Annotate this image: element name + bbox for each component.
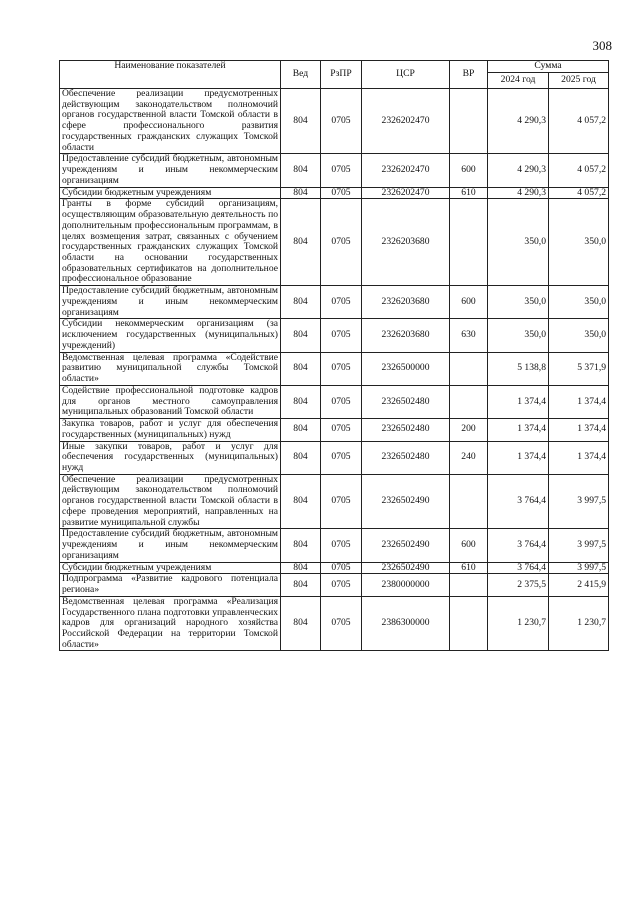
table-row xyxy=(60,474,609,529)
table-row xyxy=(60,562,609,574)
row-amount-2025: 4 057,2 xyxy=(549,89,609,154)
table-header xyxy=(60,61,609,89)
row-vr xyxy=(450,199,488,286)
row-ved: 804 xyxy=(281,474,321,529)
row-vr xyxy=(450,596,488,651)
row-ved: 804 xyxy=(281,529,321,562)
row-amount-2025: 2 415,9 xyxy=(549,574,609,596)
table-row xyxy=(60,154,609,187)
row-amount-2024: 350,0 xyxy=(488,199,549,286)
header-vr: ВР xyxy=(450,61,488,89)
row-vr xyxy=(450,574,488,596)
row-name: Гранты в форме субсидий организациям, осуществляющим образовательную деятельность по дополнительным профессиональным программам, в целях возмещения затрат, связанных с обучением государственных гражданских служащих Томской области на основании государственных образовательных сертификатов на дополнительное профессиональное образование xyxy=(60,199,281,286)
table-row xyxy=(60,199,609,286)
row-amount-2024: 1 230,7 xyxy=(488,596,549,651)
header-name: Наименование показателей xyxy=(60,61,281,89)
row-name: Предоставление субсидий бюджетным, автономным учреждениям и иным некоммерческим организациям xyxy=(60,286,281,319)
row-rzpr: 0705 xyxy=(321,474,362,529)
row-name: Субсидии бюджетным учреждениям xyxy=(60,187,281,199)
table-row xyxy=(60,385,609,418)
row-amount-2024: 5 138,8 xyxy=(488,352,549,385)
row-vr: 630 xyxy=(450,319,488,352)
row-rzpr: 0705 xyxy=(321,441,362,474)
row-ved: 804 xyxy=(281,187,321,199)
row-ved: 804 xyxy=(281,319,321,352)
row-amount-2025: 5 371,9 xyxy=(549,352,609,385)
row-rzpr: 0705 xyxy=(321,419,362,441)
row-amount-2024: 4 290,3 xyxy=(488,154,549,187)
row-ved: 804 xyxy=(281,562,321,574)
row-name: Предоставление субсидий бюджетным, автономным учреждениям и иным некоммерческим организациям xyxy=(60,154,281,187)
row-rzpr: 0705 xyxy=(321,286,362,319)
row-rzpr: 0705 xyxy=(321,529,362,562)
table-row xyxy=(60,187,609,199)
row-ved: 804 xyxy=(281,286,321,319)
row-rzpr: 0705 xyxy=(321,187,362,199)
table-row xyxy=(60,596,609,651)
row-csr: 2326202470 xyxy=(362,89,450,154)
row-rzpr: 0705 xyxy=(321,385,362,418)
table-row xyxy=(60,574,609,596)
row-csr: 2326203680 xyxy=(362,286,450,319)
row-csr: 2326502490 xyxy=(362,529,450,562)
row-rzpr: 0705 xyxy=(321,562,362,574)
row-vr: 600 xyxy=(450,154,488,187)
row-vr xyxy=(450,474,488,529)
row-rzpr: 0705 xyxy=(321,154,362,187)
header-csr: ЦСР xyxy=(362,61,450,89)
row-name: Ведомственная целевая программа «Реализация Государственного плана подготовки управленческих кадров для организаций народного хозяйства Российской Федерации на территории Томской области» xyxy=(60,596,281,651)
row-amount-2024: 1 374,4 xyxy=(488,385,549,418)
row-vr: 610 xyxy=(450,187,488,199)
row-amount-2025: 350,0 xyxy=(549,319,609,352)
row-amount-2025: 4 057,2 xyxy=(549,187,609,199)
row-vr xyxy=(450,352,488,385)
row-name: Содействие профессиональной подготовке кадров для органов местного самоуправления муниципальных образований Томской области xyxy=(60,385,281,418)
row-name: Субсидии бюджетным учреждениям xyxy=(60,562,281,574)
row-name: Субсидии некоммерческим организациям (за исключением государственных (муниципальных) учреждений) xyxy=(60,319,281,352)
row-amount-2024: 1 374,4 xyxy=(488,419,549,441)
row-rzpr: 0705 xyxy=(321,199,362,286)
row-amount-2024: 3 764,4 xyxy=(488,562,549,574)
row-csr: 2380000000 xyxy=(362,574,450,596)
row-vr: 610 xyxy=(450,562,488,574)
row-ved: 804 xyxy=(281,419,321,441)
table-row xyxy=(60,419,609,441)
header-rzpr: РзПР xyxy=(321,61,362,89)
budget-table xyxy=(59,60,609,651)
header-year-2025: 2025 год xyxy=(549,73,609,89)
row-name: Обеспечение реализации предусмотренных действующим законодательством полномочий органов государственной власти Томской области в сфере проведения мероприятий, направленных на развитие муниципальной службы xyxy=(60,474,281,529)
row-rzpr: 0705 xyxy=(321,596,362,651)
table-row xyxy=(60,529,609,562)
row-name: Обеспечение реализации предусмотренных действующим законодательством полномочий органов государственной власти Томской области в сфере профессионального развития государственных гражданских служащих Томской области xyxy=(60,89,281,154)
row-amount-2025: 350,0 xyxy=(549,199,609,286)
header-year-2024: 2024 год xyxy=(488,73,549,89)
page-number: 308 xyxy=(592,38,612,53)
row-vr xyxy=(450,89,488,154)
row-amount-2025: 3 997,5 xyxy=(549,474,609,529)
row-name: Иные закупки товаров, работ и услуг для обеспечения государственных (муниципальных) нужд xyxy=(60,441,281,474)
row-csr: 2326202470 xyxy=(362,187,450,199)
row-csr: 2326203680 xyxy=(362,319,450,352)
table-row xyxy=(60,441,609,474)
row-amount-2024: 4 290,3 xyxy=(488,187,549,199)
row-vr: 600 xyxy=(450,529,488,562)
table-body xyxy=(60,89,609,651)
row-name: Ведомственная целевая программа «Содействие развитию муниципальной службы Томской области» xyxy=(60,352,281,385)
row-amount-2025: 1 374,4 xyxy=(549,419,609,441)
row-csr: 2326502490 xyxy=(362,474,450,529)
row-ved: 804 xyxy=(281,352,321,385)
row-amount-2025: 1 374,4 xyxy=(549,441,609,474)
row-name: Закупка товаров, работ и услуг для обеспечения государственных (муниципальных) нужд xyxy=(60,419,281,441)
row-amount-2024: 350,0 xyxy=(488,319,549,352)
row-rzpr: 0705 xyxy=(321,352,362,385)
row-rzpr: 0705 xyxy=(321,319,362,352)
row-amount-2024: 3 764,4 xyxy=(488,529,549,562)
row-csr: 2326202470 xyxy=(362,154,450,187)
row-amount-2025: 1 374,4 xyxy=(549,385,609,418)
row-ved: 804 xyxy=(281,385,321,418)
row-ved: 804 xyxy=(281,89,321,154)
table-row xyxy=(60,319,609,352)
header-ved: Вед xyxy=(281,61,321,89)
row-amount-2024: 2 375,5 xyxy=(488,574,549,596)
table-row xyxy=(60,286,609,319)
table-row xyxy=(60,352,609,385)
row-ved: 804 xyxy=(281,596,321,651)
row-csr: 2386300000 xyxy=(362,596,450,651)
row-amount-2025: 3 997,5 xyxy=(549,562,609,574)
header-sum: Сумма xyxy=(488,61,609,73)
row-name: Предоставление субсидий бюджетным, автономным учреждениям и иным некоммерческим организациям xyxy=(60,529,281,562)
row-rzpr: 0705 xyxy=(321,89,362,154)
row-amount-2025: 4 057,2 xyxy=(549,154,609,187)
row-vr: 240 xyxy=(450,441,488,474)
row-amount-2024: 1 374,4 xyxy=(488,441,549,474)
table-row xyxy=(60,89,609,154)
row-ved: 804 xyxy=(281,441,321,474)
row-csr: 2326502480 xyxy=(362,441,450,474)
row-csr: 2326502490 xyxy=(362,562,450,574)
row-csr: 2326203680 xyxy=(362,199,450,286)
row-ved: 804 xyxy=(281,154,321,187)
row-rzpr: 0705 xyxy=(321,574,362,596)
row-name: Подпрограмма «Развитие кадрового потенциала региона» xyxy=(60,574,281,596)
row-vr: 600 xyxy=(450,286,488,319)
row-amount-2025: 1 230,7 xyxy=(549,596,609,651)
row-vr xyxy=(450,385,488,418)
row-csr: 2326502480 xyxy=(362,385,450,418)
row-amount-2024: 3 764,4 xyxy=(488,474,549,529)
row-amount-2025: 350,0 xyxy=(549,286,609,319)
row-csr: 2326502480 xyxy=(362,419,450,441)
row-amount-2024: 4 290,3 xyxy=(488,89,549,154)
row-csr: 2326500000 xyxy=(362,352,450,385)
row-amount-2024: 350,0 xyxy=(488,286,549,319)
row-ved: 804 xyxy=(281,199,321,286)
row-ved: 804 xyxy=(281,574,321,596)
row-amount-2025: 3 997,5 xyxy=(549,529,609,562)
row-vr: 200 xyxy=(450,419,488,441)
